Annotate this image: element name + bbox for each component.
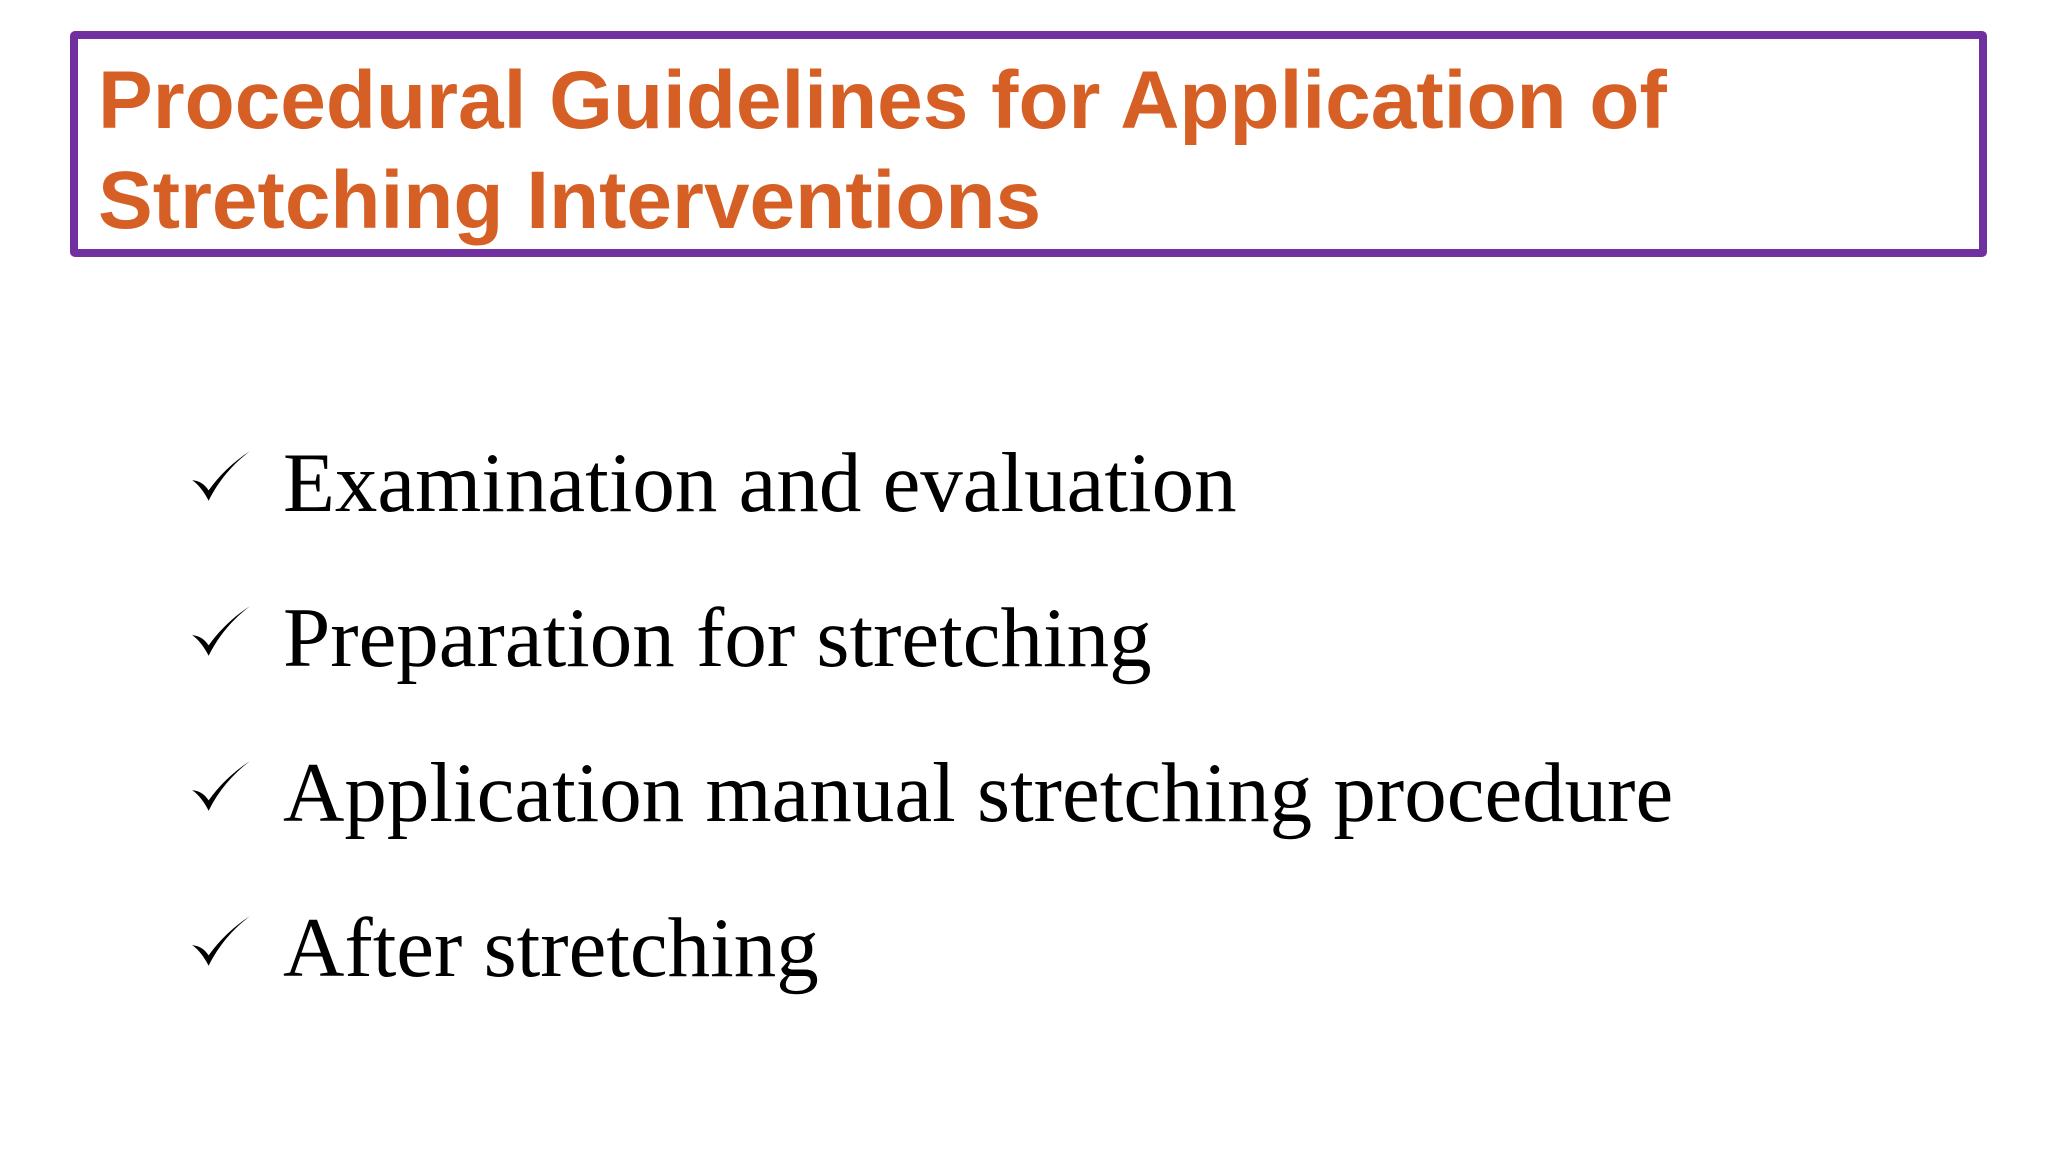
slide-title: Procedural Guidelines for Application of Stretching Interventions: [98, 55, 1667, 246]
checkmark-icon: [188, 590, 283, 685]
list-item: [188, 715, 1673, 870]
list-item: [188, 560, 1673, 715]
checkmark-icon: [188, 435, 283, 530]
list-item: [188, 870, 1673, 1025]
list-item-label: Application manual stretching procedure: [283, 745, 1674, 840]
checkmark-icon: [188, 745, 283, 840]
list-item-label: Preparation for stretching: [283, 590, 1152, 685]
checkmark-icon: [188, 900, 283, 995]
title-box: [70, 31, 1987, 257]
list-item: [188, 405, 1673, 560]
list-item-label: After stretching: [283, 900, 819, 995]
checklist: [188, 405, 1673, 1025]
list-item-label: Examination and evaluation: [283, 435, 1237, 530]
